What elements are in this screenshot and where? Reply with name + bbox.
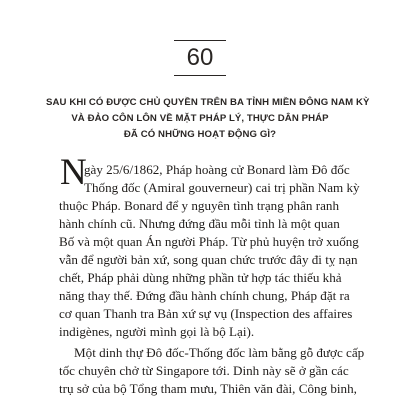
body-line: gày 25/6/1862, Pháp hoàng cử Bonard làm Đô đốc xyxy=(84,162,350,177)
body-line: Bố và một quan Án người Pháp. Từ phủ huyện trở xuống xyxy=(59,234,359,249)
chapter-heading-line-2: VÀ ĐẢO CÔN LÔN VỀ MẶT PHÁP LÝ, THỰC DÂN PHÁP xyxy=(71,113,329,124)
chapter-number: 60 xyxy=(186,44,214,71)
chapter-number-box xyxy=(174,40,226,76)
body-line: hành chính cũ. Nhưng đứng đầu mỗi tỉnh là một quan xyxy=(59,216,340,231)
body-line: tốc chuyên chở từ Singapore tới. Dinh này sẽ ở gần các xyxy=(59,363,349,378)
body-line: chết, Pháp phải dùng những phần tử hợp tác thiếu khả xyxy=(59,270,342,285)
drop-cap: N xyxy=(60,152,87,193)
chapter-heading-line-1: SAU KHI CÓ ĐƯỢC CHỦ QUYỀN TRÊN BA TỈNH MIỀN ĐÔNG NAM KỲ xyxy=(46,97,370,108)
body-line: indigènes, người mình gọi là bộ Lại). xyxy=(59,324,255,339)
body-line: thuộc Pháp. Bonard để y nguyên tình trạng phân ranh xyxy=(59,198,340,213)
body-line: vẫn để người bản xứ, song quan chức trước đây đi tỵ nạn xyxy=(59,252,358,267)
body-line: Thống đốc (Amiral gouverneur) cai trị phần Nam kỳ xyxy=(84,180,360,195)
body-line: cơ quan Thanh tra Bản xứ sự vụ (Inspection des affaires xyxy=(59,306,353,321)
body-line: năng thay thế. Đứng đầu hành chính chung, Pháp đặt ra xyxy=(59,288,350,303)
chapter-heading-line-3: ĐÃ CÓ NHỮNG HOẠT ĐỘNG GÌ? xyxy=(123,129,277,140)
body-line: trụ sở của bộ Tổng tham mưu, Thiên văn đài, Công binh, xyxy=(59,381,357,396)
body-line: Một dinh thự Đô đốc-Thống đốc làm bằng gỗ được cấp xyxy=(74,345,365,360)
